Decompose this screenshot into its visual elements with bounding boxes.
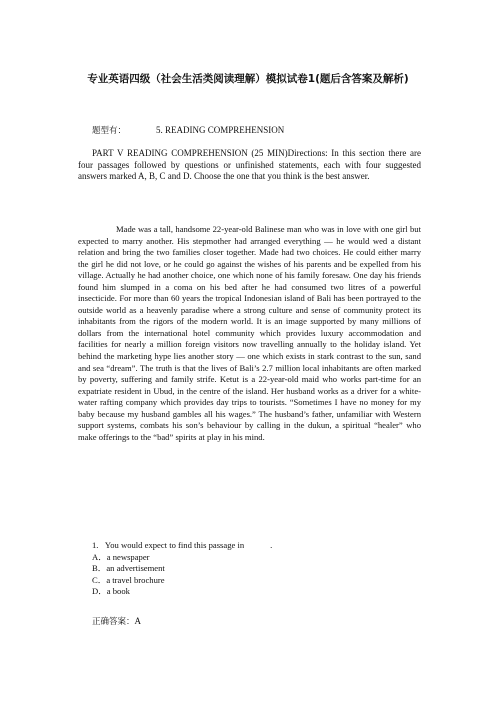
part-instructions: PART V READING COMPREHENSION (25 MIN)Directions: In this section there are four passages followed by questions or unfinished statements, each with four suggested answers marked A, B, C and D. Choose the one that you think is the best answer. [78,148,421,182]
question-type-label: 题型有： [92,126,127,136]
question-type-line [92,124,284,136]
option-a[interactable]: A．a newspaper [92,551,150,562]
question-end: . [270,540,273,550]
option-d[interactable]: D．a book [92,586,130,597]
question-text: You would expect to find this passage in [104,540,245,550]
question-type-value: 5. READING COMPREHENSION [156,125,285,135]
correct-answer [92,615,141,627]
option-b[interactable]: B．an advertisement [92,563,165,574]
option-c[interactable]: C．a travel brochure [92,574,165,585]
correct-answer-label: 正确答案： [92,617,135,627]
reading-passage: Made was a tall, handsome 22-year-old Balinese man who was in love with one girl but expected to marry another. His stepmother had arranged everything — he would wed a distant relation and bring the two families closer together. Made had two choices. He could either marry the girl he did not love, or he could go against the wishes of his parents and be expelled from his village. Actually he had another choice, one which none of his family foresaw. One day his friends found him slumped in a coma on his bed after he had consumed two litres of a powerful insecticide. For more than 60 years the tropical Indonesian island of Bali has been portrayed to the outside world as a heavenly paradise where a strong culture and sense of community protect its inhabitants from the rigors of the modern world. It is an image supported by many millions of dollars from the international hotel community which provides luxury accommodation and facilities for nearly a million foreign visitors now travelling annually to the holiday island. Yet behind the marketing hype lies another story — one which exists in stark contrast to the sun, sand and sea “dream”. The truth is that the lives of Bali’s 2.7 million local inhabitants are often marked by poverty, suffering and family strife. Ketut is a 22-year-old maid who works part-time for an expatriate resident in Ubud, in the centre of the island. Her husband works as a driver for a white-water rafting company which provides day trips to tourists. “Sometimes I have no money for my baby because my husband gambles all his wages.” The husband’s father, unfamiliar with Western support systems, combats his son’s behaviour by calling in the dukun, a spiritual “healer” who make offerings to the “bad” spirits at play in his mind. [78,224,421,442]
question-1 [92,540,422,598]
document-title: 专业英语四级（社会生活类阅读理解）模拟试卷1(题后含答案及解析) [87,73,409,85]
question-stem [92,540,422,552]
correct-answer-value: A [134,616,142,626]
question-number: 1. [92,540,99,550]
